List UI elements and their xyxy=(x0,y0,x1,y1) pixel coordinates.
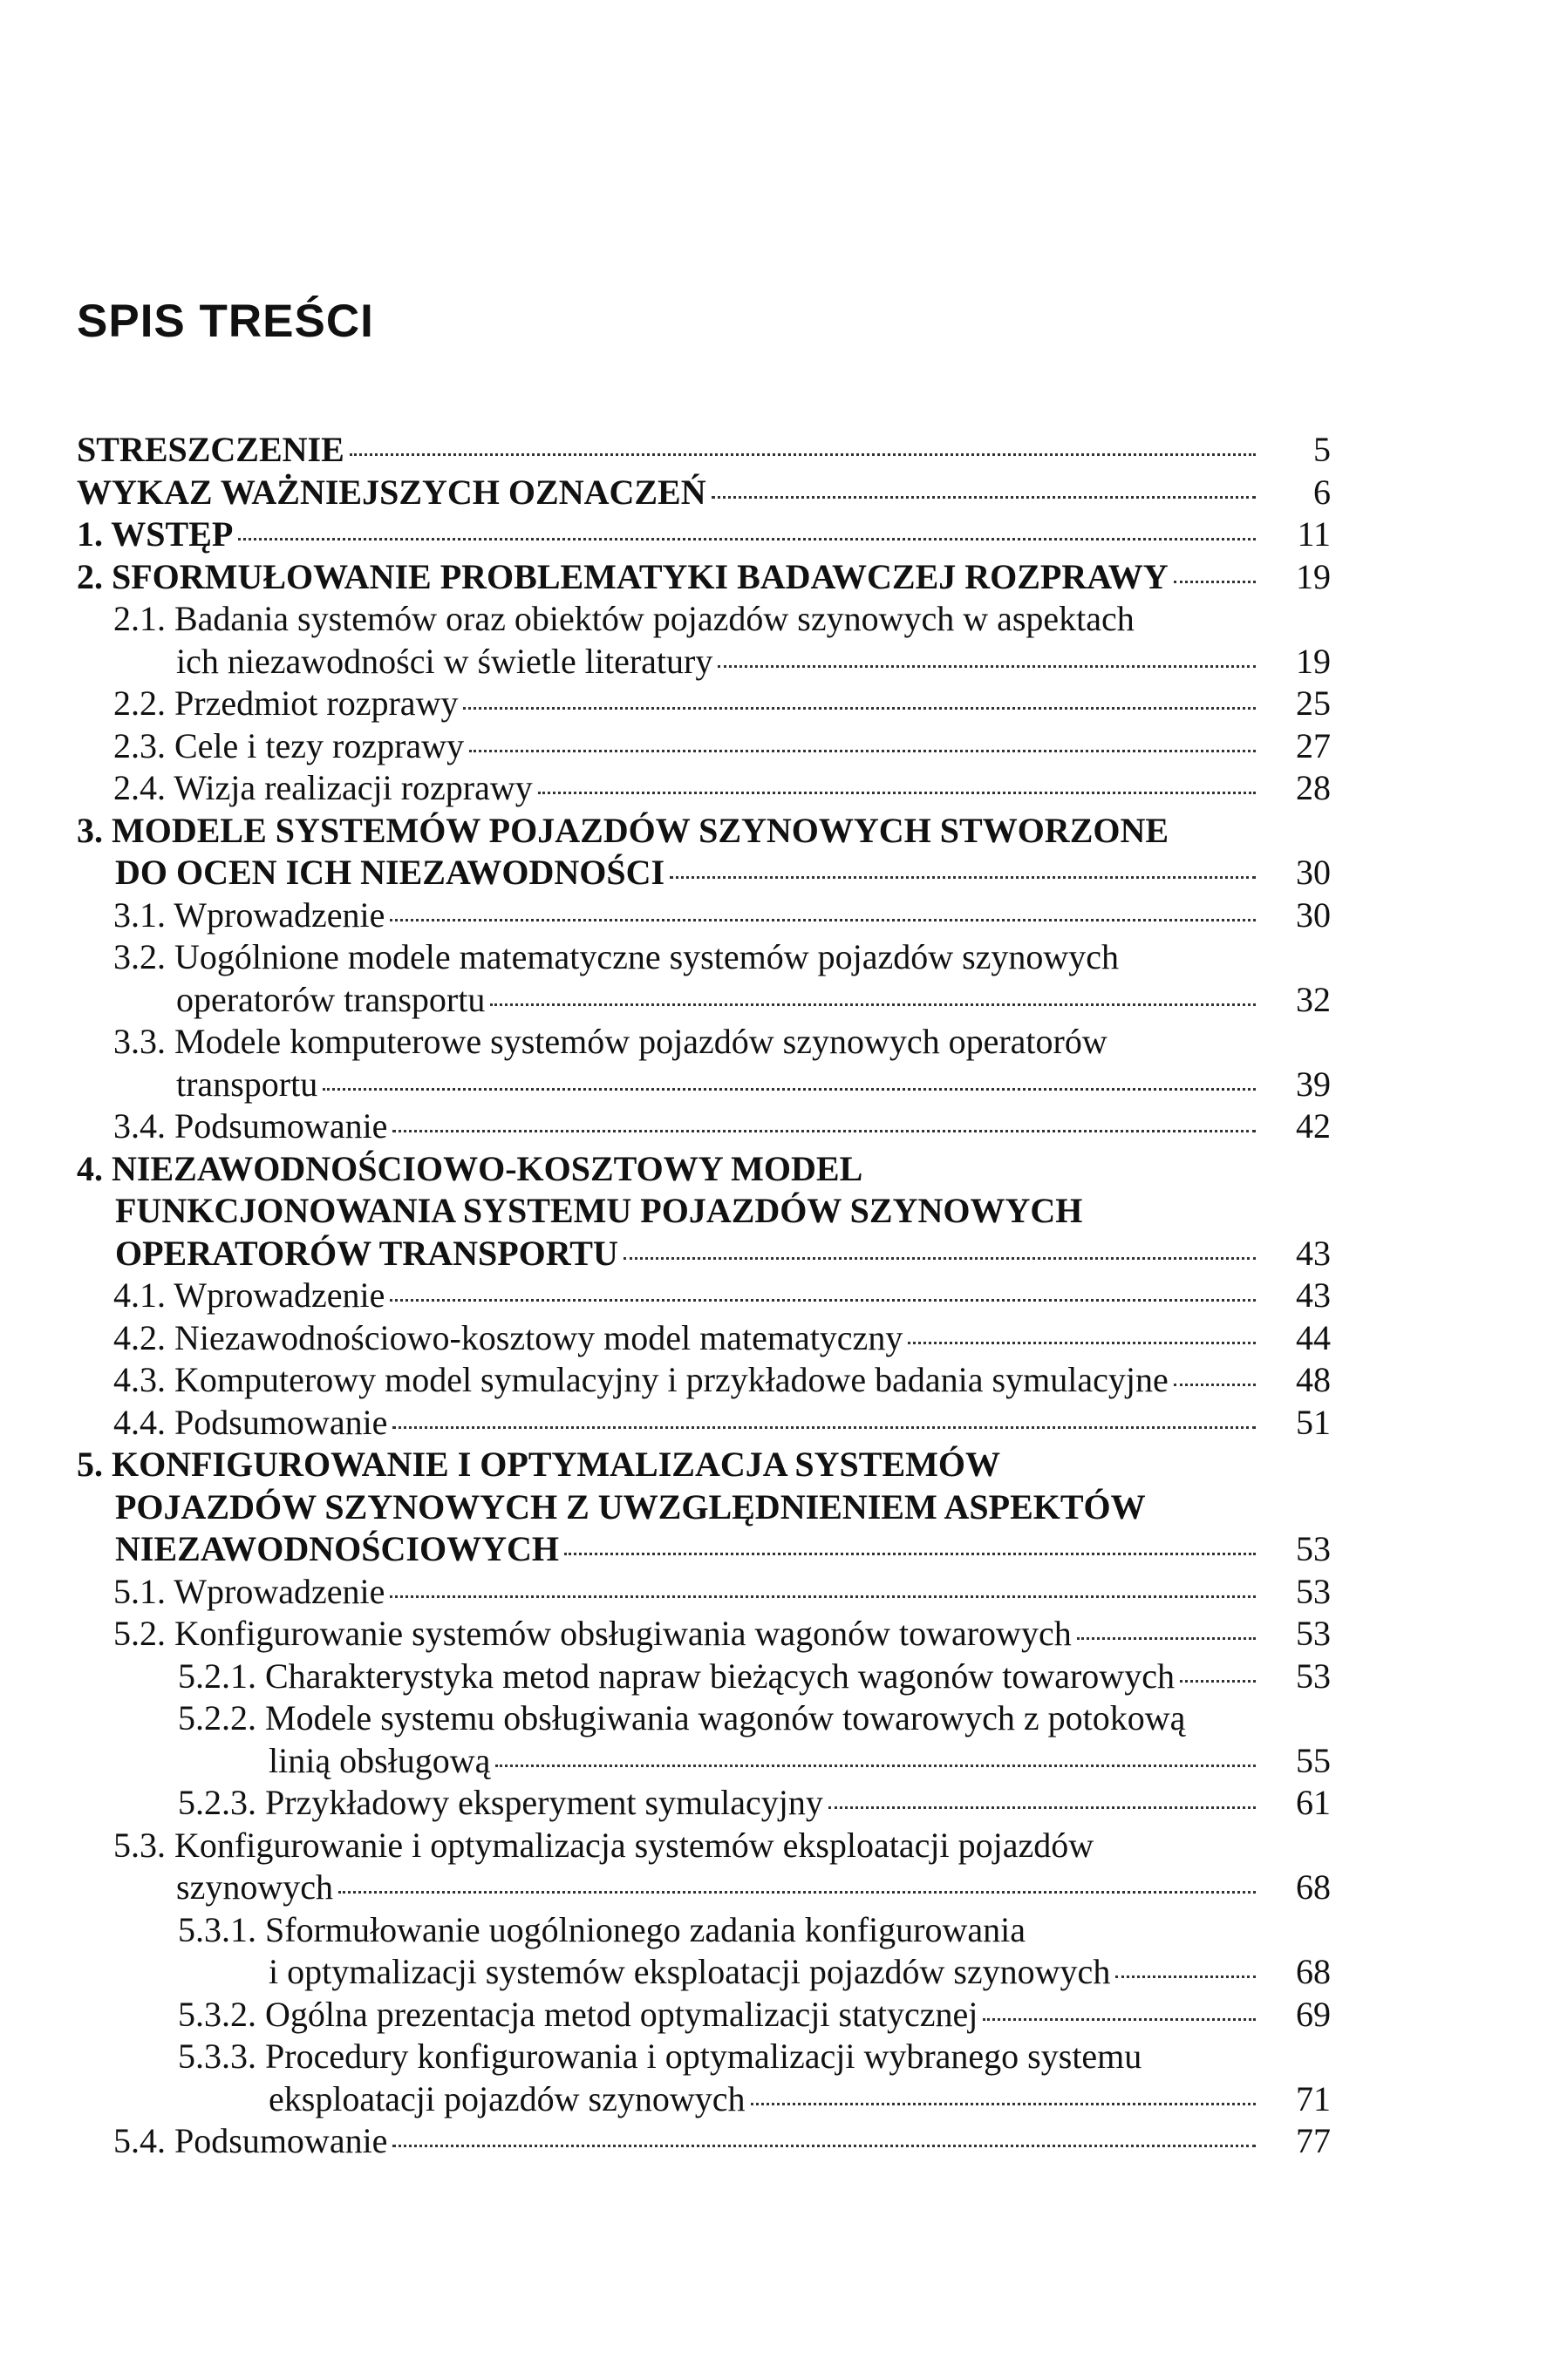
toc-entry[interactable] xyxy=(77,1697,1331,1782)
dot-leader xyxy=(238,538,1256,541)
toc-entry-page-number: 77 xyxy=(1296,2121,1331,2160)
toc-entry[interactable] xyxy=(77,725,1331,768)
toc-entry-title-line: FUNKCJONOWANIA SYSTEMU POJAZDÓW SZYNOWYCH xyxy=(115,1191,1083,1230)
toc-entry-title-line: 5.3. Konfigurowanie i optymalizacja systemów eksploatacji pojazdów xyxy=(113,1825,1094,1865)
toc-entry-title-line: 3.4. Podsumowanie xyxy=(113,1106,388,1146)
page-title: SPIS TREŚCI xyxy=(77,296,374,347)
toc-entry-page-number: 53 xyxy=(1296,1656,1331,1696)
toc-entry-title-line: 3.3. Modele komputerowe systemów pojazdów szynowych operatorów xyxy=(113,1022,1107,1061)
toc-entry-title-line: 5.3.3. Procedury konfigurowania i optymalizacji wybranego systemu xyxy=(178,2037,1142,2076)
toc-entry-page-number: 25 xyxy=(1296,683,1331,723)
toc-entry-title-line: 5.1. Wprowadzenie xyxy=(113,1571,385,1611)
toc-entry[interactable] xyxy=(77,1105,1331,1148)
toc-entry[interactable] xyxy=(77,1275,1331,1317)
dot-leader xyxy=(350,453,1256,456)
dot-leader xyxy=(490,1003,1256,1006)
toc-entry-title-line: OPERATORÓW TRANSPORTU xyxy=(115,1233,618,1273)
dot-leader xyxy=(828,1806,1256,1809)
dot-leader xyxy=(323,1088,1256,1091)
toc-entry-title-line: 2.1. Badania systemów oraz obiektów pojazdów szynowych w aspektach xyxy=(113,599,1135,638)
toc-entry-title-line: 2.4. Wizja realizacji rozprawy xyxy=(113,768,533,807)
toc-entry-page-number: 53 xyxy=(1296,1529,1331,1568)
dot-leader xyxy=(1174,1384,1256,1386)
toc-entry-page-number: 6 xyxy=(1313,472,1331,512)
toc-entry-title-line: 4.1. Wprowadzenie xyxy=(113,1275,385,1315)
toc-entry[interactable] xyxy=(77,936,1331,1021)
toc-entry-page-number: 11 xyxy=(1297,514,1331,554)
toc-entry-title-line: linią obsługową xyxy=(269,1740,491,1780)
dot-leader xyxy=(392,1426,1256,1429)
toc-entry[interactable] xyxy=(77,1148,1331,1275)
toc-entry-title-line: 4.3. Komputerowy model symulacyjny i przykładowe badania symulacyjne xyxy=(113,1360,1169,1399)
toc-entry[interactable] xyxy=(77,810,1331,894)
toc-entry-title-line: 1. WSTĘP xyxy=(77,514,234,554)
toc-entry-page-number: 43 xyxy=(1296,1275,1331,1315)
toc-entry[interactable] xyxy=(77,472,1331,514)
toc-entry[interactable] xyxy=(77,1021,1331,1105)
toc-entry-title-line: i optymalizacji systemów eksploatacji pojazdów szynowych xyxy=(269,1952,1111,1991)
dot-leader xyxy=(670,876,1256,879)
toc-entry-title-line: szynowych xyxy=(176,1867,333,1907)
toc-entry-page-number: 51 xyxy=(1296,1402,1331,1442)
dot-leader xyxy=(495,1765,1256,1767)
dot-leader xyxy=(1115,1975,1256,1978)
toc-entry-title-line: POJAZDÓW SZYNOWYCH Z UWZGLĘDNIENIEM ASPEKTÓW xyxy=(115,1486,1146,1527)
toc-entry-page-number: 19 xyxy=(1296,641,1331,681)
toc-entry[interactable] xyxy=(77,556,1331,599)
dot-leader xyxy=(338,1891,1256,1894)
dot-leader xyxy=(469,750,1256,752)
toc-entry[interactable] xyxy=(77,1444,1331,1571)
dot-leader xyxy=(908,1342,1256,1344)
toc-entry-page-number: 55 xyxy=(1296,1740,1331,1780)
toc-entry-page-number: 28 xyxy=(1296,768,1331,807)
toc-entry[interactable] xyxy=(77,2036,1331,2120)
dot-leader xyxy=(564,1553,1256,1555)
dot-leader xyxy=(390,1595,1256,1598)
dot-leader xyxy=(712,496,1256,499)
toc-entry-title-line: 3.2. Uogólnione modele matematyczne systemów pojazdów szynowych xyxy=(113,937,1120,976)
toc-entry-page-number: 30 xyxy=(1296,894,1331,935)
toc-entry-title-line: 5.2.3. Przykładowy eksperyment symulacyjny xyxy=(178,1783,823,1822)
toc-entry[interactable] xyxy=(77,1317,1331,1360)
toc-entry-title-line: 4.2. Niezawodnościowo-kosztowy model matematyczny xyxy=(113,1317,903,1357)
toc-entry-page-number: 53 xyxy=(1296,1614,1331,1653)
toc-entry-page-number: 5 xyxy=(1313,430,1331,469)
toc-entry-title-line: 5. KONFIGUROWANIE I OPTYMALIZACJA SYSTEMÓW xyxy=(77,1445,1001,1484)
toc-entry-page-number: 39 xyxy=(1296,1064,1331,1104)
toc-entry-title-line: 2.3. Cele i tezy rozprawy xyxy=(113,725,465,765)
toc-entry-title-line: 5.2.2. Modele systemu obsługiwania wagonów towarowych z potokową xyxy=(178,1698,1186,1737)
toc-entry-title-line: NIEZAWODNOŚCIOWYCH xyxy=(115,1529,559,1568)
toc-entry[interactable] xyxy=(77,1909,1331,1994)
toc-entry-title-line: 5.4. Podsumowanie xyxy=(113,2121,388,2160)
toc-entry-title-line: STRESZCZENIE xyxy=(77,430,344,469)
toc-entry[interactable] xyxy=(77,1656,1331,1698)
toc-entry-title-line: transportu xyxy=(176,1064,318,1104)
dot-leader xyxy=(538,792,1256,794)
toc-entry-title-line: 4. NIEZAWODNOŚCIOWO-KOSZTOWY MODEL xyxy=(77,1148,863,1188)
toc-entry-title-line: DO OCEN ICH NIEZAWODNOŚCI xyxy=(115,853,665,892)
dot-leader xyxy=(390,1299,1256,1302)
toc-entry[interactable] xyxy=(77,767,1331,810)
toc-entry-title-line: 2.2. Przedmiot rozprawy xyxy=(113,683,459,723)
dot-leader xyxy=(392,2145,1256,2147)
toc-entry-page-number: 53 xyxy=(1296,1571,1331,1611)
toc-entry-page-number: 27 xyxy=(1296,725,1331,765)
toc-entry-title-line: 3. MODELE SYSTEMÓW POJAZDÓW SZYNOWYCH STWORZONE xyxy=(77,810,1169,850)
toc-entry-page-number: 44 xyxy=(1296,1317,1331,1357)
dot-leader xyxy=(390,919,1256,921)
toc-entry-page-number: 69 xyxy=(1296,1994,1331,2034)
toc-entry[interactable] xyxy=(77,1613,1331,1656)
toc-entry-page-number: 32 xyxy=(1296,979,1331,1019)
toc-entry[interactable] xyxy=(77,2120,1331,2163)
toc-entry[interactable] xyxy=(77,683,1331,725)
toc-entry-title-line: ich niezawodności w świetle literatury xyxy=(176,641,713,681)
toc-entry[interactable] xyxy=(77,1571,1331,1614)
toc-entry[interactable] xyxy=(77,513,1331,556)
toc-entry-page-number: 61 xyxy=(1296,1783,1331,1822)
toc-entry[interactable] xyxy=(77,429,1331,472)
toc-entry-title-line: 4.4. Podsumowanie xyxy=(113,1402,388,1442)
toc-entry[interactable] xyxy=(77,598,1331,683)
toc-entry-page-number: 48 xyxy=(1296,1360,1331,1399)
toc-entry-title-line: 5.3.1. Sformułowanie uogólnionego zadania konfigurowania xyxy=(178,1909,1026,1949)
toc-entry[interactable] xyxy=(77,1825,1331,1909)
toc-entry-page-number: 19 xyxy=(1296,556,1331,596)
dot-leader xyxy=(624,1257,1256,1260)
table-of-contents xyxy=(77,429,1331,2163)
dot-leader xyxy=(463,707,1256,710)
toc-entry-title-line: 5.2. Konfigurowanie systemów obsługiwania wagonów towarowych xyxy=(113,1614,1072,1653)
toc-entry[interactable] xyxy=(77,894,1331,937)
dot-leader xyxy=(1077,1637,1256,1640)
toc-entry[interactable] xyxy=(77,1359,1331,1402)
toc-entry-title-line: WYKAZ WAŻNIEJSZYCH OZNACZEŃ xyxy=(77,472,706,512)
dot-leader xyxy=(983,2018,1256,2021)
dot-leader xyxy=(392,1130,1256,1132)
toc-entry-page-number: 68 xyxy=(1296,1867,1331,1907)
toc-entry[interactable] xyxy=(77,1402,1331,1445)
dot-leader xyxy=(751,2103,1256,2105)
toc-entry-title-line: 3.1. Wprowadzenie xyxy=(113,894,385,935)
toc-entry[interactable] xyxy=(77,1994,1331,2037)
toc-entry-title-line: 5.3.2. Ogólna prezentacja metod optymalizacji statycznej xyxy=(178,1994,978,2034)
toc-entry-page-number: 42 xyxy=(1296,1106,1331,1146)
dot-leader xyxy=(718,665,1256,668)
toc-entry-title-line: eksploatacji pojazdów szynowych xyxy=(269,2078,746,2118)
toc-entry-title-line: 2. SFORMUŁOWANIE PROBLEMATYKI BADAWCZEJ ROZPRAWY xyxy=(77,556,1169,596)
toc-entry-page-number: 71 xyxy=(1296,2078,1331,2118)
toc-entry-title-line: operatorów transportu xyxy=(176,979,486,1019)
toc-entry-page-number: 68 xyxy=(1296,1952,1331,1991)
dot-leader xyxy=(1180,1680,1256,1683)
toc-entry-page-number: 30 xyxy=(1296,853,1331,892)
toc-entry-page-number: 43 xyxy=(1296,1233,1331,1273)
dot-leader xyxy=(1174,581,1256,583)
toc-entry-title-line: 5.2.1. Charakterystyka metod napraw bieżących wagonów towarowych xyxy=(178,1656,1175,1696)
toc-entry[interactable] xyxy=(77,1782,1331,1825)
